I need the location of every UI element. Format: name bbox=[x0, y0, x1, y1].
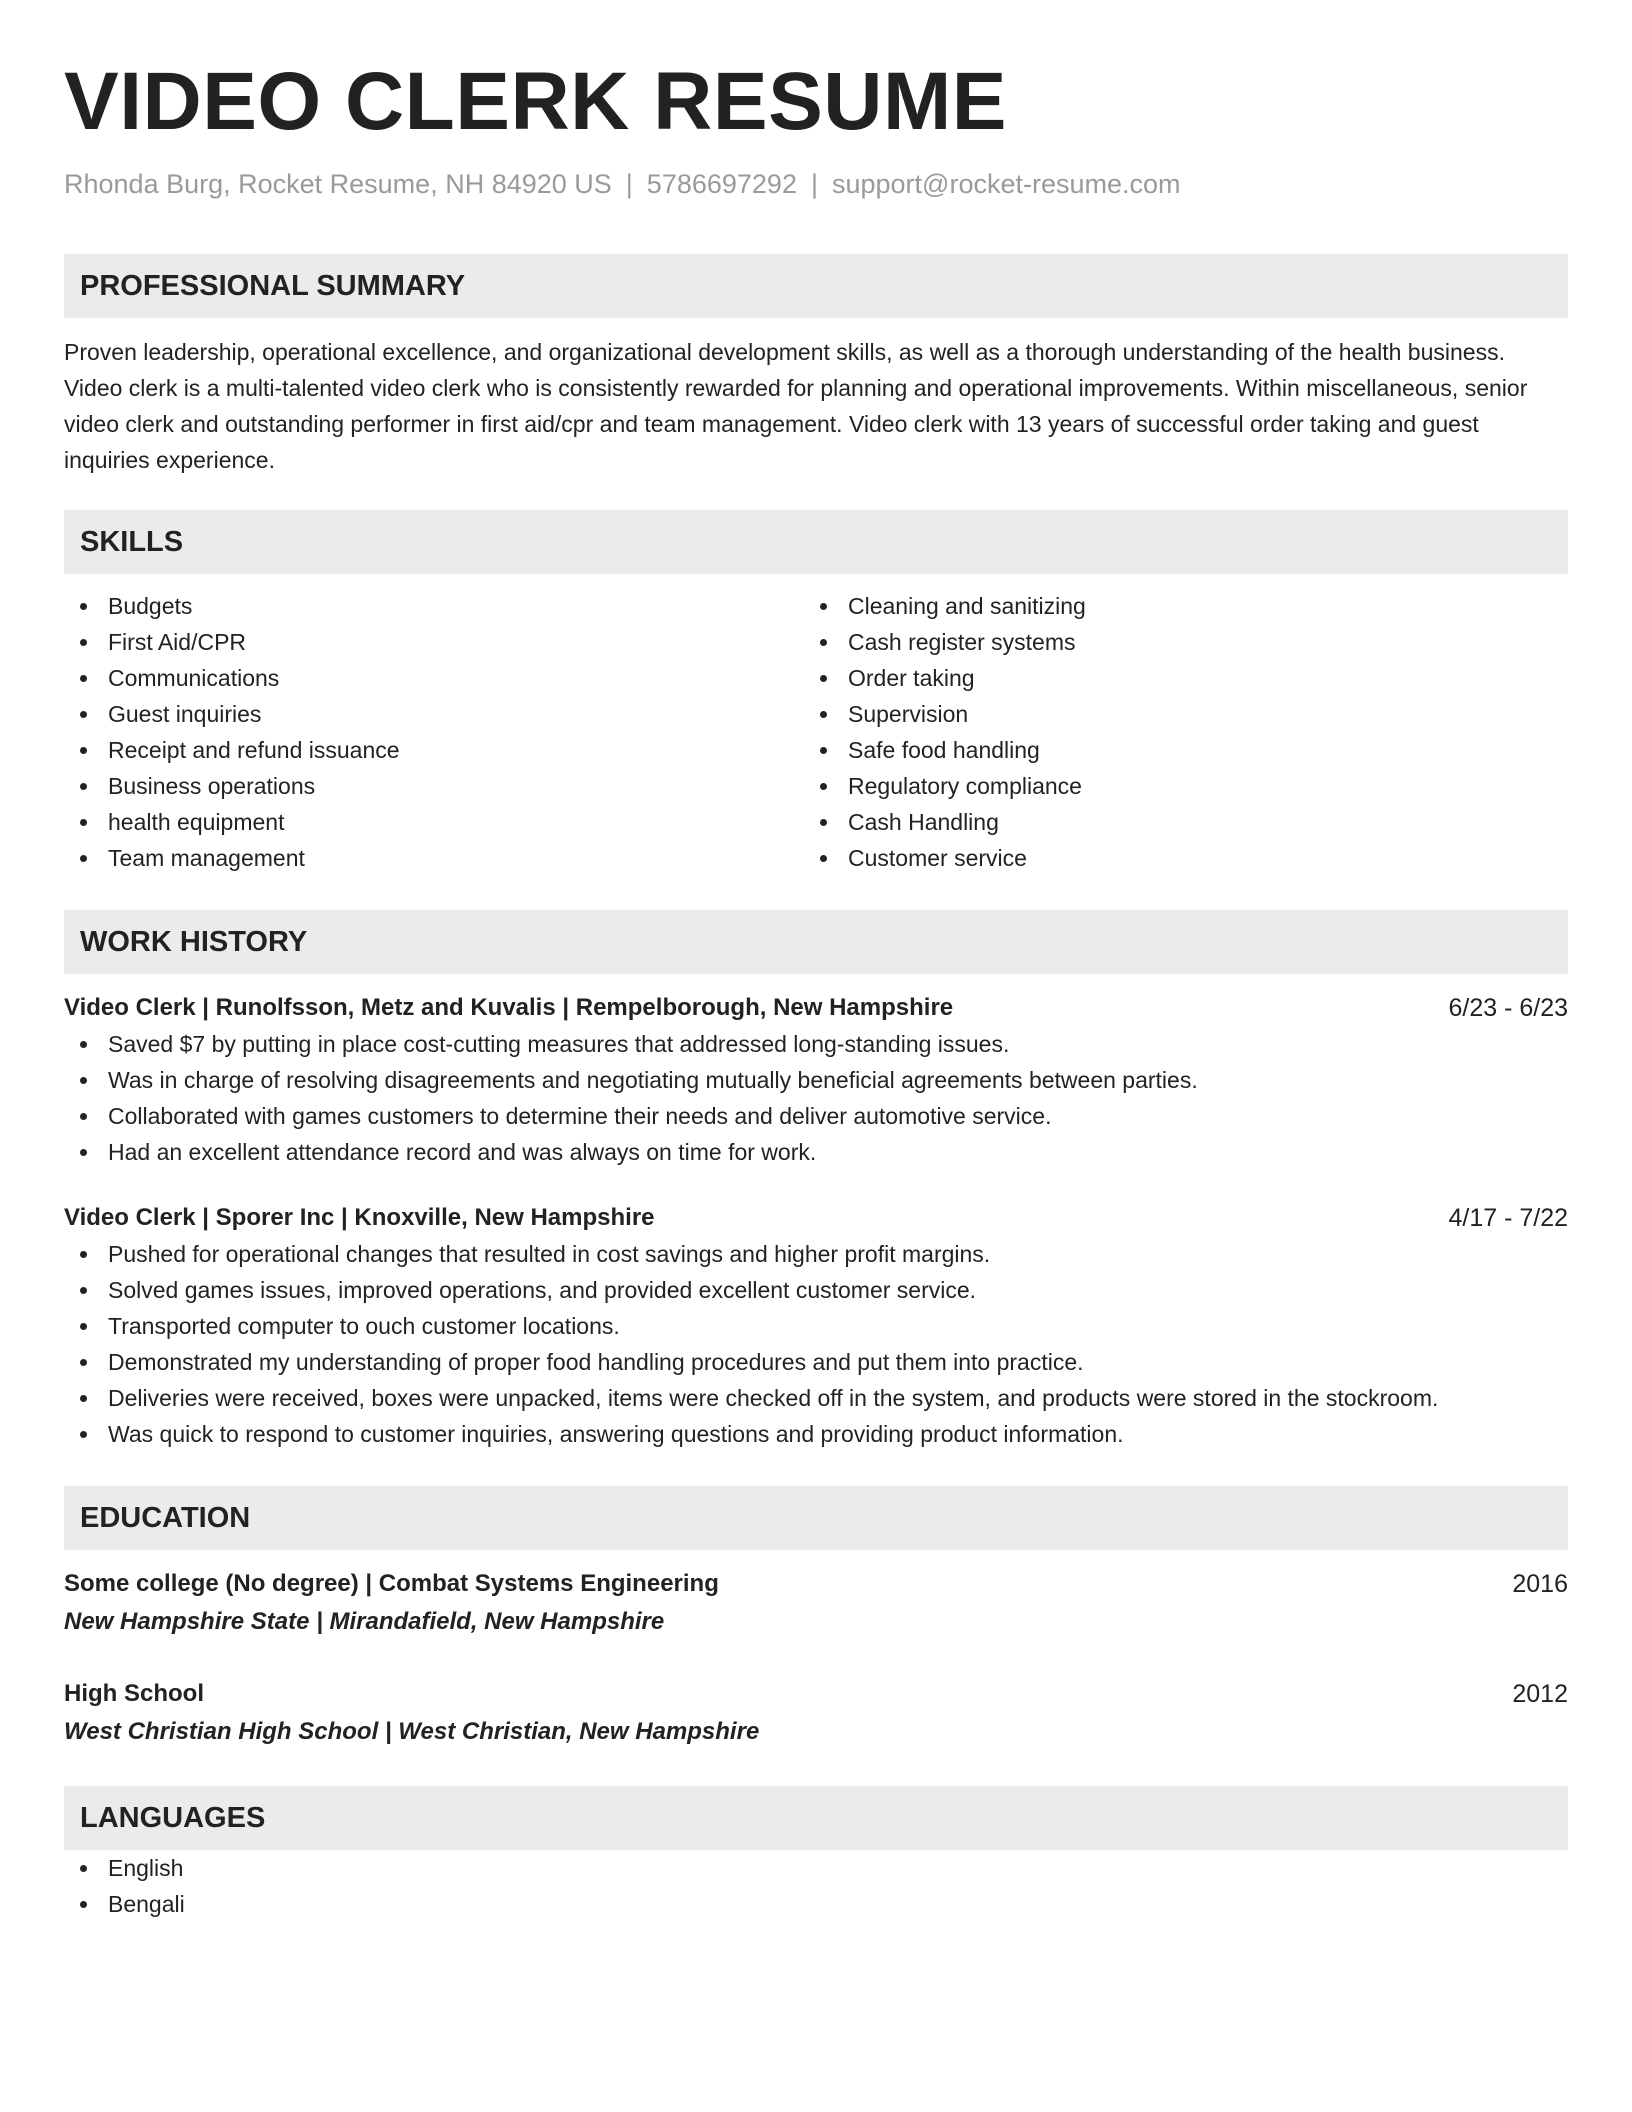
job-title: Video Clerk | Runolfsson, Metz and Kuvalis | Rempelborough, New Hampshire bbox=[64, 994, 954, 1021]
skill-item: Supervision bbox=[804, 696, 1544, 732]
education-entry bbox=[64, 1676, 1568, 1752]
skills-column-left bbox=[64, 588, 804, 876]
job-entry bbox=[64, 990, 1568, 1170]
contact-email: support@rocket-resume.com bbox=[831, 169, 1181, 199]
job-bullet: Deliveries were received, boxes were unpacked, items were checked off in the system, and products were stored in the stockroom. bbox=[64, 1380, 1568, 1416]
job-bullet: Saved $7 by putting in place cost-cutting measures that addressed long-standing issues. bbox=[64, 1026, 1568, 1062]
job-bullets bbox=[64, 1236, 1568, 1452]
section-heading-skills: SKILLS bbox=[64, 510, 1568, 574]
skill-item: health equipment bbox=[64, 804, 804, 840]
skill-item: Safe food handling bbox=[804, 732, 1544, 768]
skill-item: Order taking bbox=[804, 660, 1544, 696]
skill-item: Communications bbox=[64, 660, 804, 696]
job-bullet: Demonstrated my understanding of proper food handling procedures and put them into practice. bbox=[64, 1344, 1568, 1380]
education-header bbox=[64, 1566, 1568, 1602]
job-title: Video Clerk | Sporer Inc | Knoxville, New Hampshire bbox=[64, 1204, 655, 1231]
skill-item: Cash Handling bbox=[804, 804, 1544, 840]
education-year: 2012 bbox=[1512, 1680, 1568, 1708]
education-school: West Christian High School | West Christian, New Hampshire bbox=[64, 1718, 760, 1745]
job-header bbox=[64, 990, 1568, 1026]
job-dates: 6/23 - 6/23 bbox=[1448, 994, 1568, 1022]
contact-separator: | bbox=[810, 169, 818, 199]
skill-item: Customer service bbox=[804, 840, 1544, 876]
skills-list bbox=[64, 588, 1568, 876]
job-bullet: Transported computer to ouch customer locations. bbox=[64, 1308, 1568, 1344]
job-bullet: Was quick to respond to customer inquiries, answering questions and providing product information. bbox=[64, 1416, 1568, 1452]
resume-title: VIDEO CLERK RESUME bbox=[64, 56, 1007, 147]
job-dates: 4/17 - 7/22 bbox=[1448, 1204, 1568, 1232]
education-school: New Hampshire State | Mirandafield, New Hampshire bbox=[64, 1608, 665, 1635]
education-entry bbox=[64, 1566, 1568, 1642]
section-heading-education: EDUCATION bbox=[64, 1486, 1568, 1550]
section-heading-summary: PROFESSIONAL SUMMARY bbox=[64, 254, 1568, 318]
job-bullet: Was in charge of resolving disagreements and negotiating mutually beneficial agreements between parties. bbox=[64, 1062, 1568, 1098]
skill-item: Cash register systems bbox=[804, 624, 1544, 660]
education-degree: Some college (No degree) | Combat Systems Engineering bbox=[64, 1570, 719, 1597]
job-header bbox=[64, 1200, 1568, 1236]
job-bullets bbox=[64, 1026, 1568, 1170]
language-item: English bbox=[64, 1850, 1568, 1886]
job-bullet: Solved games issues, improved operations, and provided excellent customer service. bbox=[64, 1272, 1568, 1308]
section-heading-languages: LANGUAGES bbox=[64, 1786, 1568, 1850]
skill-item: First Aid/CPR bbox=[64, 624, 804, 660]
contact-separator: | bbox=[625, 169, 633, 199]
skill-item: Receipt and refund issuance bbox=[64, 732, 804, 768]
contact-line bbox=[64, 166, 1568, 202]
skills-column-right bbox=[804, 588, 1544, 876]
education-year: 2016 bbox=[1512, 1570, 1568, 1598]
contact-phone: 5786697292 bbox=[646, 169, 797, 199]
job-bullet: Pushed for operational changes that resulted in cost savings and higher profit margins. bbox=[64, 1236, 1568, 1272]
skill-item: Budgets bbox=[64, 588, 804, 624]
skill-item: Cleaning and sanitizing bbox=[804, 588, 1544, 624]
skill-item: Business operations bbox=[64, 768, 804, 804]
skill-item: Guest inquiries bbox=[64, 696, 804, 732]
contact-location: Rhonda Burg, Rocket Resume, NH 84920 US bbox=[64, 169, 612, 199]
job-bullet: Had an excellent attendance record and was always on time for work. bbox=[64, 1134, 1568, 1170]
education-degree: High School bbox=[64, 1680, 204, 1707]
languages-list bbox=[64, 1850, 1568, 1922]
section-heading-work-history: WORK HISTORY bbox=[64, 910, 1568, 974]
job-bullet: Collaborated with games customers to determine their needs and deliver automotive service. bbox=[64, 1098, 1568, 1134]
education-header bbox=[64, 1676, 1568, 1712]
summary-text: Proven leadership, operational excellence, and organizational development skills, as well as a thorough understanding of the health business. Video clerk is a multi-talented video clerk who is consistently rewarded for planning and operational improvements. Within miscellaneous, senior video clerk and outstanding performer in first aid/cpr and team management. Video clerk with 13 years of successful order taking and guest inquiries experience. bbox=[64, 339, 1528, 473]
skill-item: Team management bbox=[64, 840, 804, 876]
skill-item: Regulatory compliance bbox=[804, 768, 1544, 804]
language-item: Bengali bbox=[64, 1886, 1568, 1922]
job-entry bbox=[64, 1200, 1568, 1452]
